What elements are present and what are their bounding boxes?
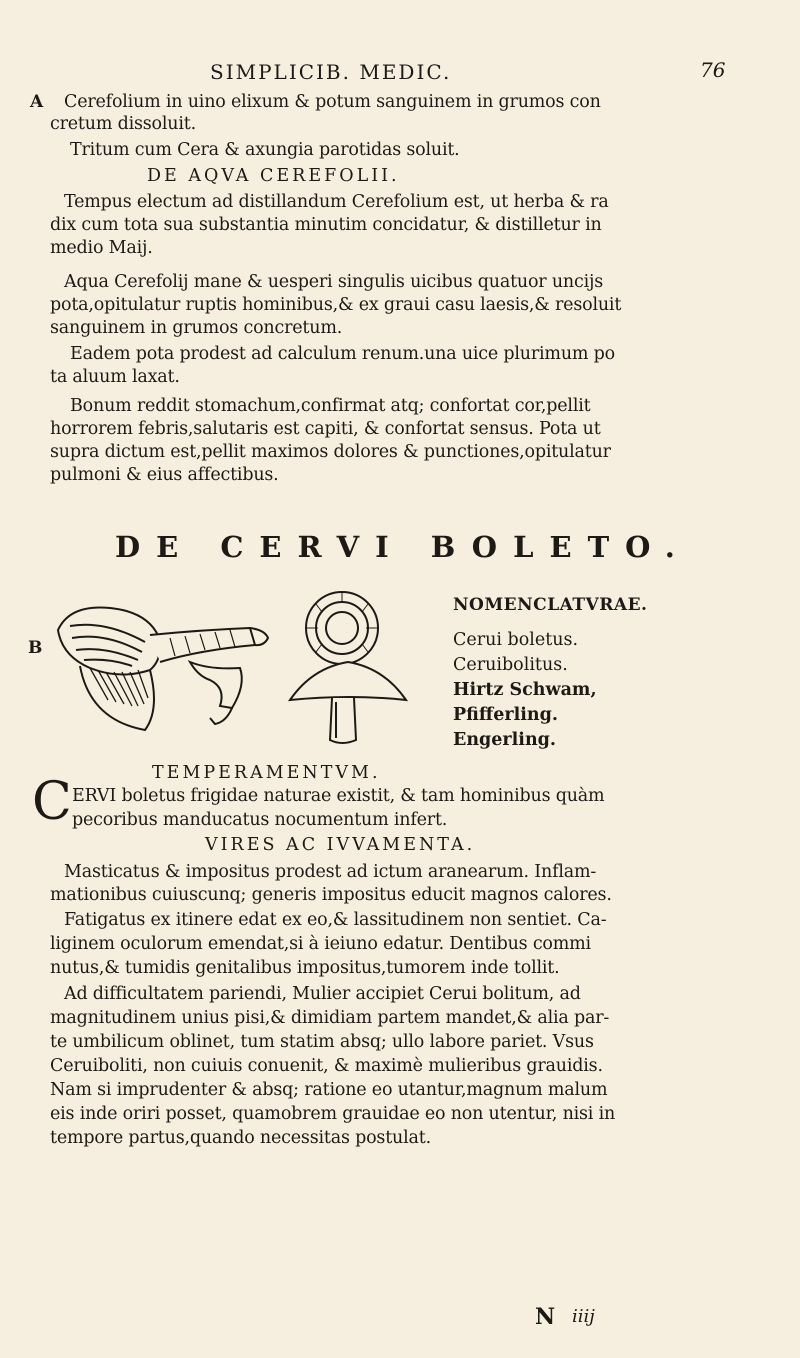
section-heading: DE AQVA CEREFOLII. xyxy=(147,166,400,186)
section-heading-large: DE CERVI BOLETO. xyxy=(115,530,691,564)
text-line: Masticatus & impositus prodest ad ictum aranearum. Inflam- xyxy=(64,862,597,882)
text-line: ta aluum laxat. xyxy=(50,367,180,387)
text-line: Ceruiboliti, non cuiuis conuenit, & maximè mulieribus grauidis. xyxy=(50,1056,603,1076)
text-line: pecoribus manducatus nocumentum infert. xyxy=(72,810,448,830)
text-line: cretum dissoluit. xyxy=(50,114,196,134)
text-line: pota,opitulatur ruptis hominibus,& ex graui casu laesis,& resoluit xyxy=(50,295,622,315)
text-line: Cerefolium in uino elixum & potum sanguinem in grumos con xyxy=(64,92,601,112)
margin-letter-a: A xyxy=(30,92,44,112)
text-line: medio Maij. xyxy=(50,238,153,258)
text-line: Tritum cum Cera & axungia parotidas soluit. xyxy=(70,140,460,160)
text-line: liginem oculorum emendat,si à ieiuno edatur. Dentibus commi xyxy=(50,934,591,954)
text-line: Aqua Cerefolij mane & uesperi singulis uicibus quatuor uncijs xyxy=(64,272,603,292)
text-line: ERVI boletus frigidae naturae existit, & tam hominibus quàm xyxy=(72,786,605,806)
text-line: te umbilicum oblinet, tum statim absq; ullo labore pariet. Vsus xyxy=(50,1032,594,1052)
text-line: Tempus electum ad distillandum Cerefolium est, ut herba & ra xyxy=(64,192,609,212)
text-line: Ad difficultatem pariendi, Mulier accipiet Cerui bolitum, ad xyxy=(64,984,581,1004)
nomenclature-item: Engerling. xyxy=(453,730,557,750)
text-line: pulmoni & eius affectibus. xyxy=(50,465,279,485)
running-head: SIMPLICIB. MEDIC. xyxy=(210,60,452,84)
nomenclature-title: NOMENCLATVRAE. xyxy=(453,595,648,615)
page-number: 76 xyxy=(700,58,726,82)
text-line: Nam si imprudenter & absq; ratione eo utantur,magnum malum xyxy=(50,1080,608,1100)
text-line: dix cum tota sua substantia minutim concidatur, & distilletur in xyxy=(50,215,602,235)
text-line: tempore partus,quando necessitas postulat. xyxy=(50,1128,431,1148)
mushroom-woodcut-illustration xyxy=(50,590,420,750)
text-line: magnitudinem unius pisi,& dimidiam partem mandet,& alia par- xyxy=(50,1008,610,1028)
margin-letter-b: B xyxy=(28,638,43,658)
temperamentum-title: TEMPERAMENTVM. xyxy=(152,763,381,783)
text-line: Fatigatus ex itinere edat ex eo,& lassitudinem non sentiet. Ca- xyxy=(64,910,607,930)
vires-title: VIRES AC IVVAMENTA. xyxy=(205,835,476,855)
text-line: eis inde oriri posset, quamobrem grauidae eo non utentur, nisi in xyxy=(50,1104,616,1124)
folio-mark: iiij xyxy=(572,1306,595,1327)
signature-mark: N xyxy=(535,1304,556,1330)
nomenclature-item: Pfifferling. xyxy=(453,705,558,725)
text-line: mationibus cuiuscunq; generis impositus educit magnos calores. xyxy=(50,885,612,905)
drop-cap: C xyxy=(32,772,72,832)
text-line: supra dictum est,pellit maximos dolores & punctiones,opitulatur xyxy=(50,442,611,462)
text-line: Bonum reddit stomachum,confirmat atq; confortat cor,pellit xyxy=(70,396,591,416)
text-line: horrorem febris,salutaris est capiti, & confortat sensus. Pota ut xyxy=(50,419,601,439)
nomenclature-item: Ceruibolitus. xyxy=(453,655,568,675)
text-line: Eadem pota prodest ad calculum renum.una uice plurimum po xyxy=(70,344,615,364)
text-line: sanguinem in grumos concretum. xyxy=(50,318,343,338)
text-line: nutus,& tumidis genitalibus impositus,tumorem inde tollit. xyxy=(50,958,560,978)
nomenclature-item: Cerui boletus. xyxy=(453,630,579,650)
nomenclature-item: Hirtz Schwam, xyxy=(453,680,597,700)
